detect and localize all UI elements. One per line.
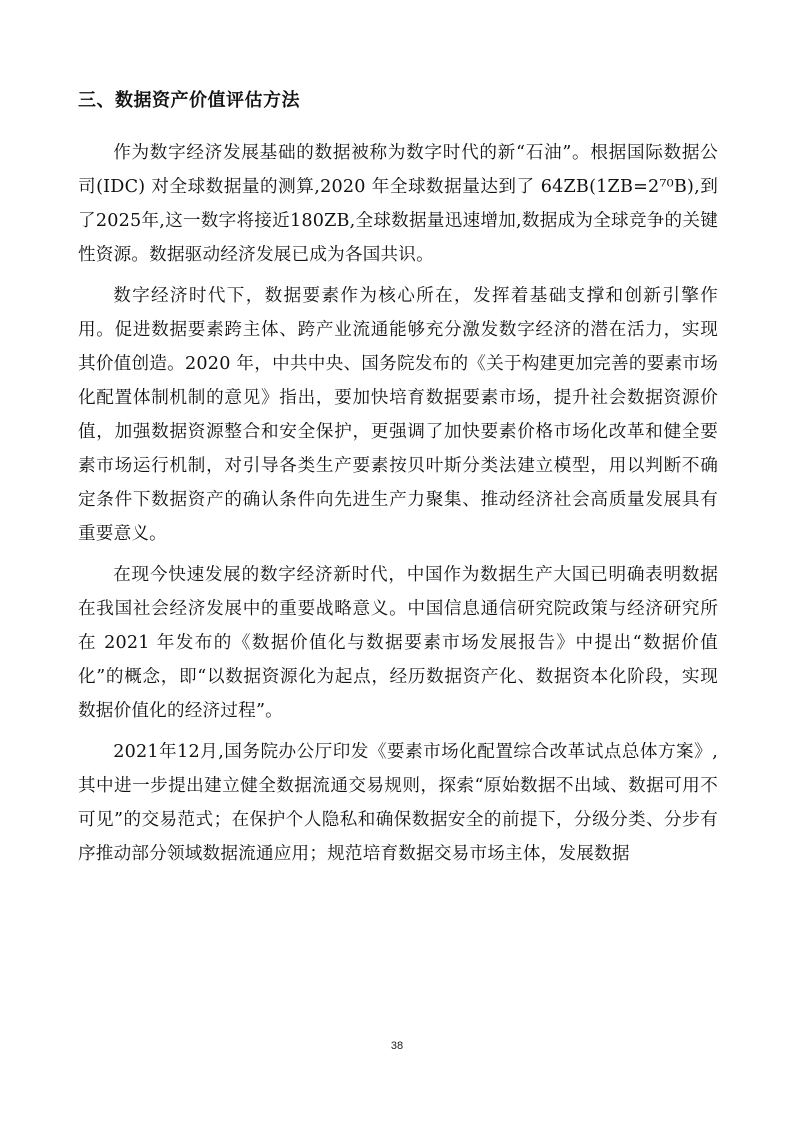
- body-text: [78, 136, 718, 878]
- paragraph-1: 作为数字经济发展基础的数据被称为数字时代的新“石油”。根据国际数据公司(IDC) 对全球数据量的测算,2020 年全球数据量达到了 64ZB(1ZB=2⁷⁰B),到了2025年,这一数字将接近180ZB,全球数据量迅速增加,数据成为全球竞争的关键性资源。数据驱动经济发展已成为各国共识。: [78, 143, 718, 265]
- paragraph-4: 2021年12月,国务院办公厅印发《要素市场化配置综合改革试点总体方案》,其中进一步提出建立健全数据流通交易规则，探索“原始数据不出域、数据可用不可见”的交易范式；在保护个人隐私和确保数据安全的前提下，分级分类、分步有序推动部分领域数据流通应用；规范培育数据交易市场主体，发展数据: [78, 742, 718, 864]
- page-number: 38: [390, 1040, 404, 1052]
- paragraph-3: 在现今快速发展的数字经济新时代，中国作为数据生产大国已明确表明数据在我国社会经济发展中的重要战略意义。中国信息通信研究院政策与经济研究所在 2021 年发布的《数据价值化与数据要素市场发展报告》中提出“数据价值化”的概念，即“以数据资源化为起点，经历数据资产化、数据资本化阶段，实现数据价值化的经济过程”。: [78, 565, 718, 721]
- section-heading: 三、数据资产价值评估方法: [78, 90, 300, 111]
- paragraph-2: 数字经济时代下，数据要素作为核心所在，发挥着基础支撑和创新引擎作用。促进数据要素跨主体、跨产业流通能够充分激发数字经济的潜在活力，实现其价值创造。2020 年，中共中央、国务院发布的《关于构建更加完善的要素市场化配置体制机制的意见》指出，要加快培育数据要素市场，提升社会数据资源价值，加强数据资源整合和安全保护，更强调了加快要素价格市场化改革和健全要素市场运行机制，对引导各类生产要素按贝叶斯分类法建立模型，用以判断不确定条件下数据资产的确认条件向先进生产力聚集、推动经济社会高质量发展具有重要意义。: [78, 286, 718, 544]
